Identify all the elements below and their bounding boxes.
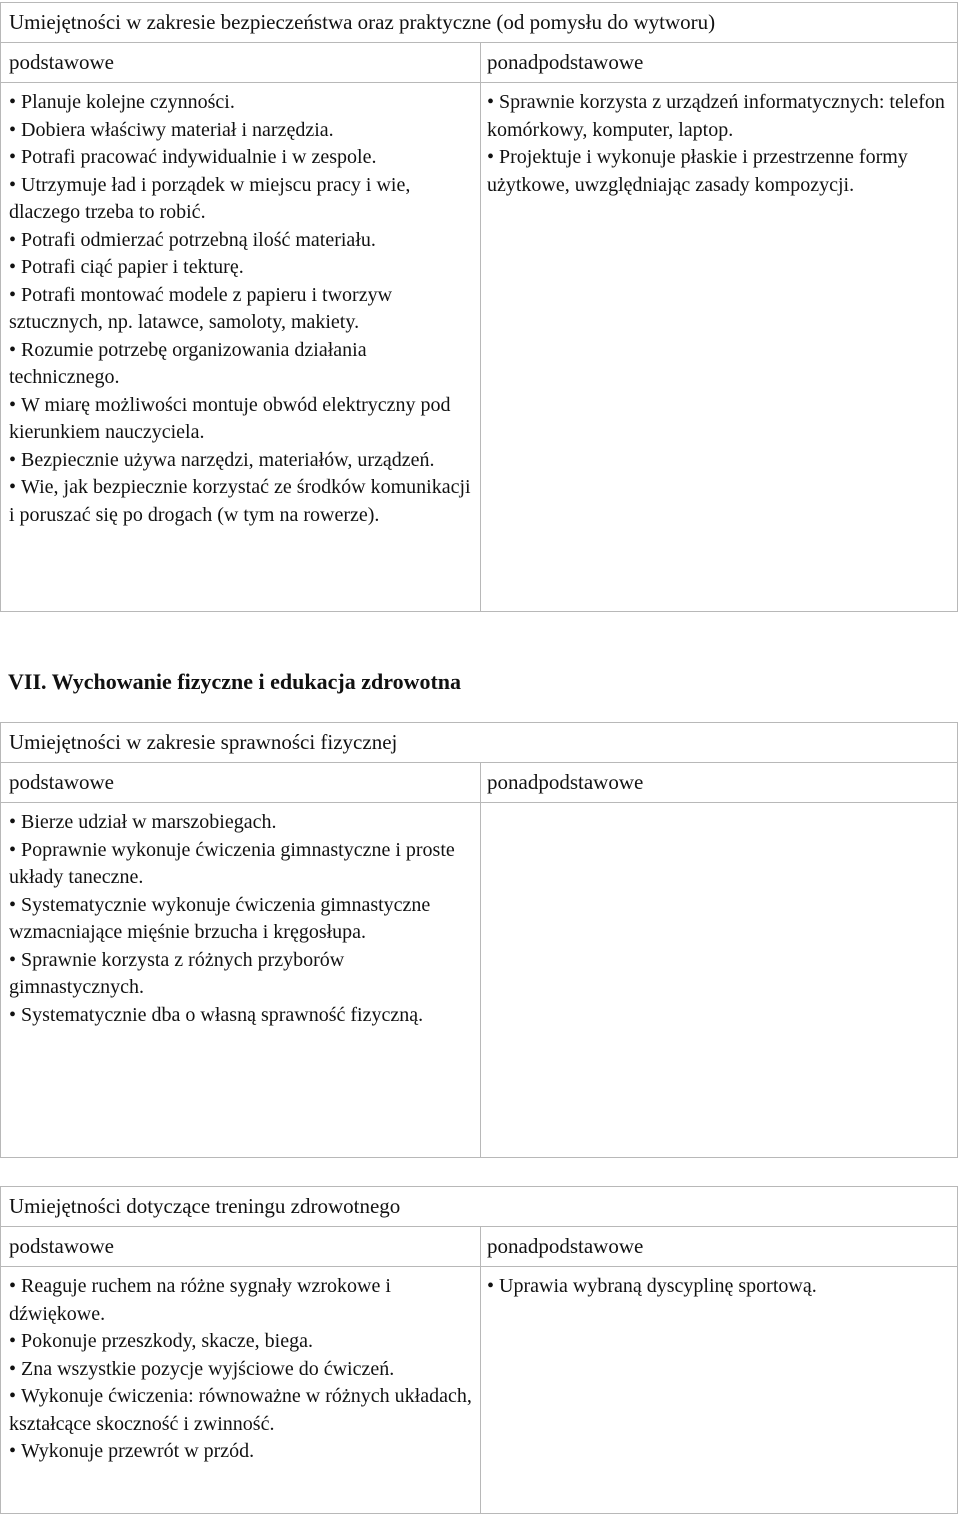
list-item [487,1273,951,1301]
list-item [487,89,951,144]
bullet-icon: • [9,173,17,196]
list-item-text: Poprawnie wykonuje ćwiczenia gimnastyczne i proste układy taneczne. [9,838,455,888]
column-header-basic: podstawowe [1,763,481,802]
list-item-text: Dobiera właściwy materiał i narzędzia. [21,118,334,141]
list-item [9,474,474,529]
list-item [9,1273,474,1328]
skills-table-health-training [0,1186,958,1514]
list-item [9,1438,474,1466]
advanced-skills-list [481,1267,957,1513]
column-header-advanced: ponadpodstawowe [487,1234,644,1258]
table-header-row [1,43,957,83]
bullet-icon: • [9,448,17,471]
bullet-icon: • [9,1440,17,1462]
list-item [9,282,474,337]
bullet-icon: • [9,838,17,861]
bullet-icon: • [9,338,17,361]
list-item-text: W miarę możliwości montuje obwód elektryczny pod kierunkiem nauczyciela. [9,393,451,443]
list-item-text: Pokonuje przeszkody, skacze, biega. [21,1330,313,1352]
bullet-icon: • [9,1357,17,1380]
column-header-basic: podstawowe [1,43,481,82]
table-header-row [1,1227,957,1267]
list-item-text: Potrafi pracować indywidualnie i w zespole. [21,146,377,168]
list-item-text: Bezpiecznie używa narzędzi, materiałów, urządzeń. [21,448,435,471]
bullet-icon: • [9,146,17,168]
list-item-text: Rozumie potrzebę organizowania działania technicznego. [9,338,367,388]
list-item [9,1002,474,1030]
list-item [9,337,474,392]
list-item-text: Potrafi odmierzać potrzebną ilość materiału. [21,228,376,251]
list-item-text: Wykonuje ćwiczenia: równoważne w różnych układach, kształcące skoczność i zwinność. [9,1385,472,1435]
bullet-icon: • [9,893,17,916]
skills-table-physical-fitness [0,722,958,1158]
advanced-skills-list [481,803,957,1157]
list-item [9,1356,474,1384]
skills-table-safety-practical [0,2,958,612]
list-item-text: Zna wszystkie pozycje wyjściowe do ćwiczeń. [21,1357,395,1380]
list-item-text: Planuje kolejne czynności. [21,91,235,113]
bullet-icon: • [9,1330,17,1352]
list-item [9,227,474,255]
table-title: Umiejętności w zakresie bezpieczeństwa oraz praktyczne (od pomysłu do wytworu) [1,3,957,43]
list-item [9,172,474,227]
table-body-row [1,1267,957,1513]
table-title: Umiejętności w zakresie sprawności fizycznej [1,723,957,763]
column-header-basic: podstawowe [1,1227,481,1266]
list-item-text: Utrzymuje ład i porządek w miejscu pracy i wie, dlaczego trzeba to robić. [9,173,411,223]
list-item-text: Reaguje ruchem na różne sygnały wzrokowe i dźwiękowe. [9,1275,391,1325]
advanced-skills-list [481,83,957,611]
bullet-icon: • [9,393,17,416]
list-item-text: Uprawia wybraną dyscyplinę sportową. [499,1275,817,1297]
bullet-icon: • [9,256,17,278]
list-item [9,144,474,172]
list-item [9,117,474,145]
basic-skills-list [1,1267,481,1513]
list-item [487,144,951,199]
list-item-text: Systematycznie wykonuje ćwiczenia gimnastyczne wzmacniające mięśnie brzucha i kręgosłupa. [9,893,431,943]
basic-skills-list [1,803,481,1157]
bullet-icon: • [9,1003,17,1026]
list-item [9,947,474,1002]
bullet-icon: • [487,91,495,113]
list-item [9,447,474,475]
table-body-row [1,803,957,1157]
bullet-icon: • [9,476,17,498]
bullet-icon: • [9,118,17,141]
list-item-text: Bierze udział w marszobiegach. [21,811,277,833]
list-item [9,892,474,947]
bullet-icon: • [9,1275,17,1297]
bullet-icon: • [9,1385,17,1407]
basic-skills-list [1,83,481,611]
bullet-icon: • [487,1275,495,1297]
section-heading: VII. Wychowanie fizyczne i edukacja zdrowotna [8,669,462,694]
bullet-icon: • [9,283,17,306]
list-item [9,1328,474,1356]
bullet-icon: • [9,228,17,251]
list-item-text: Systematycznie dba o własną sprawność fizyczną. [21,1003,424,1026]
table-body-row [1,83,957,611]
list-item-text: Wykonuje przewrót w przód. [21,1440,255,1462]
bullet-icon: • [9,91,17,113]
list-item [9,1383,474,1438]
list-item [9,809,474,837]
list-item-text: Sprawnie korzysta z różnych przyborów gimnastycznych. [9,948,345,998]
list-item-text: Potrafi ciąć papier i tekturę. [21,256,244,278]
table-title: Umiejętności dotyczące treningu zdrowotnego [1,1187,957,1227]
column-header-advanced: ponadpodstawowe [487,770,644,794]
column-header-advanced: ponadpodstawowe [487,50,644,74]
list-item-text: Sprawnie korzysta z urządzeń informatycznych: telefon komórkowy, komputer, laptop. [487,91,945,141]
list-item-text: Projektuje i wykonuje płaskie i przestrzenne formy użytkowe, uwzględniając zasady kompozycji. [487,146,908,196]
bullet-icon: • [9,948,17,971]
list-item [9,254,474,282]
list-item-text: Potrafi montować modele z papieru i tworzyw sztucznych, np. latawce, samoloty, makiety. [9,283,393,333]
table-header-row [1,763,957,803]
list-item [9,89,474,117]
list-item [9,837,474,892]
list-item-text: Wie, jak bezpiecznie korzystać ze środków komunikacji i poruszać się po drogach (w tym na rowerze). [9,476,471,526]
list-item [9,392,474,447]
bullet-icon: • [9,811,17,833]
bullet-icon: • [487,146,495,168]
